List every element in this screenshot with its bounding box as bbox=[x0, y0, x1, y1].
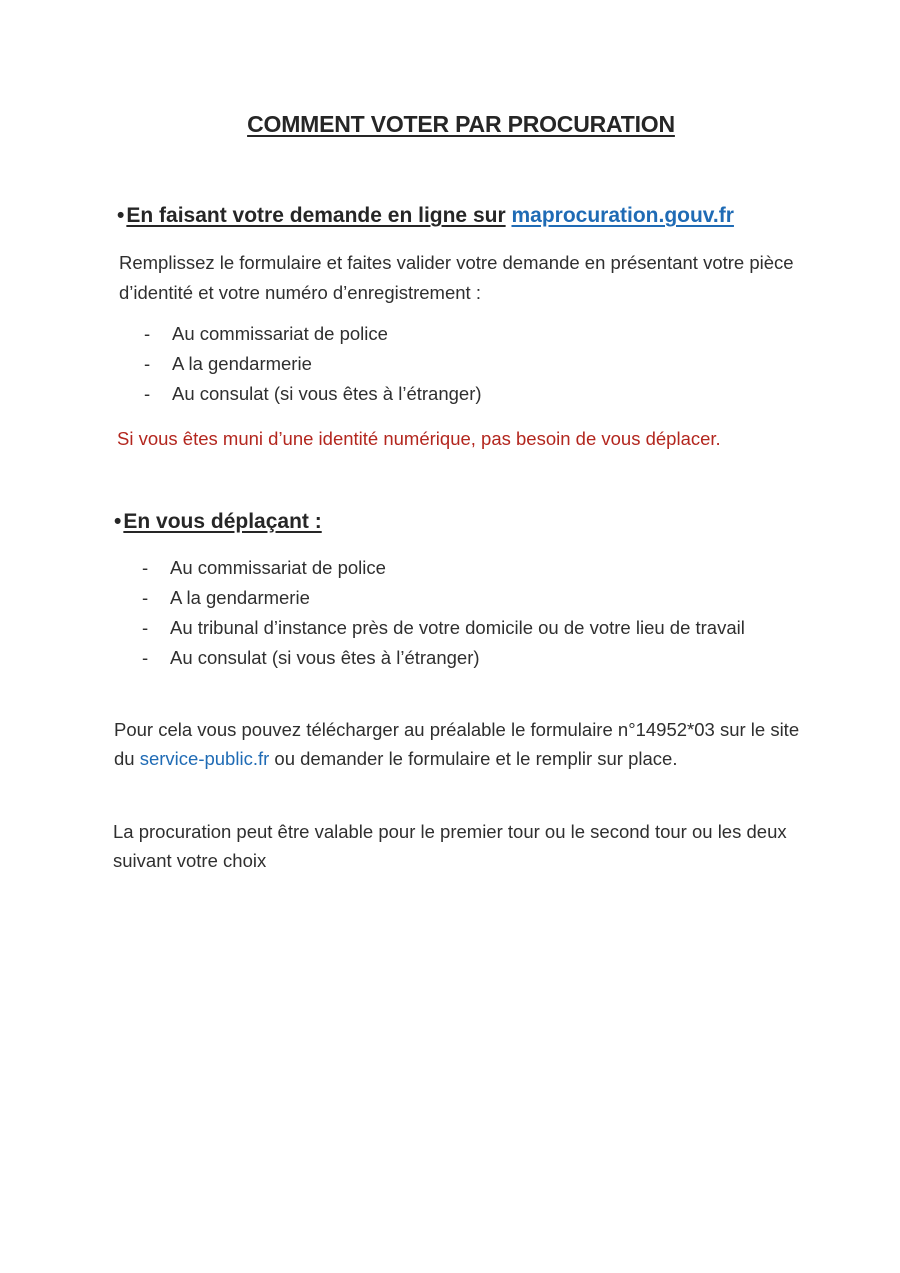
list-item-text: A la gendarmerie bbox=[172, 353, 312, 374]
list-item-text: A la gendarmerie bbox=[170, 587, 310, 608]
dash-marker: - bbox=[144, 323, 151, 344]
bullet-icon: • bbox=[117, 204, 125, 227]
in-person-locations-list bbox=[142, 553, 782, 673]
dash-marker: - bbox=[142, 587, 149, 608]
list-item bbox=[144, 349, 784, 379]
online-locations-list bbox=[144, 319, 784, 409]
dash-marker: - bbox=[142, 557, 149, 578]
section-online-heading bbox=[117, 204, 734, 228]
list-item-text: Au consulat (si vous êtes à l’étranger) bbox=[170, 647, 480, 668]
dash-marker: - bbox=[144, 353, 151, 374]
list-item bbox=[144, 319, 784, 349]
maprocuration-link[interactable]: maprocuration.gouv.fr bbox=[511, 204, 734, 227]
list-item bbox=[142, 613, 782, 643]
dash-marker: - bbox=[142, 647, 149, 668]
list-item bbox=[142, 583, 782, 613]
form-text-after: ou demander le formulaire et le remplir sur place. bbox=[269, 748, 678, 769]
section-in-person-heading-text: En vous déplaçant : bbox=[123, 510, 322, 533]
list-item bbox=[142, 643, 782, 673]
bullet-icon: • bbox=[114, 510, 122, 533]
digital-identity-note: Si vous êtes muni d’une identité numérique, pas besoin de vous déplacer. bbox=[117, 428, 721, 449]
section-online-heading-text: En faisant votre demande en ligne sur bbox=[126, 204, 506, 227]
list-item-text: Au consulat (si vous êtes à l’étranger) bbox=[172, 383, 482, 404]
page-title: COMMENT VOTER PAR PROCURATION bbox=[247, 111, 675, 137]
list-item-text: Au commissariat de police bbox=[170, 557, 386, 578]
section-in-person-heading bbox=[114, 510, 322, 534]
service-public-link[interactable]: service-public.fr bbox=[139, 748, 270, 769]
list-item-text: Au tribunal d’instance près de votre domicile ou de votre lieu de travail bbox=[170, 617, 745, 638]
form-text-before: Pour cela vous pouvez télécharger au préalable le formulaire n°14952*03 sur le site du bbox=[114, 719, 800, 769]
list-item bbox=[142, 553, 782, 583]
form-download-text bbox=[114, 715, 814, 773]
validity-text: La procuration peut être valable pour le premier tour ou le second tour ou les deux suivant votre choix bbox=[113, 821, 787, 871]
list-item bbox=[144, 379, 784, 409]
dash-marker: - bbox=[144, 383, 151, 404]
dash-marker: - bbox=[142, 617, 149, 638]
online-intro-text: Remplissez le formulaire et faites valider votre demande en présentant votre pièce d’identité et votre numéro d’enregistrement : bbox=[119, 252, 794, 303]
list-item-text: Au commissariat de police bbox=[172, 323, 388, 344]
